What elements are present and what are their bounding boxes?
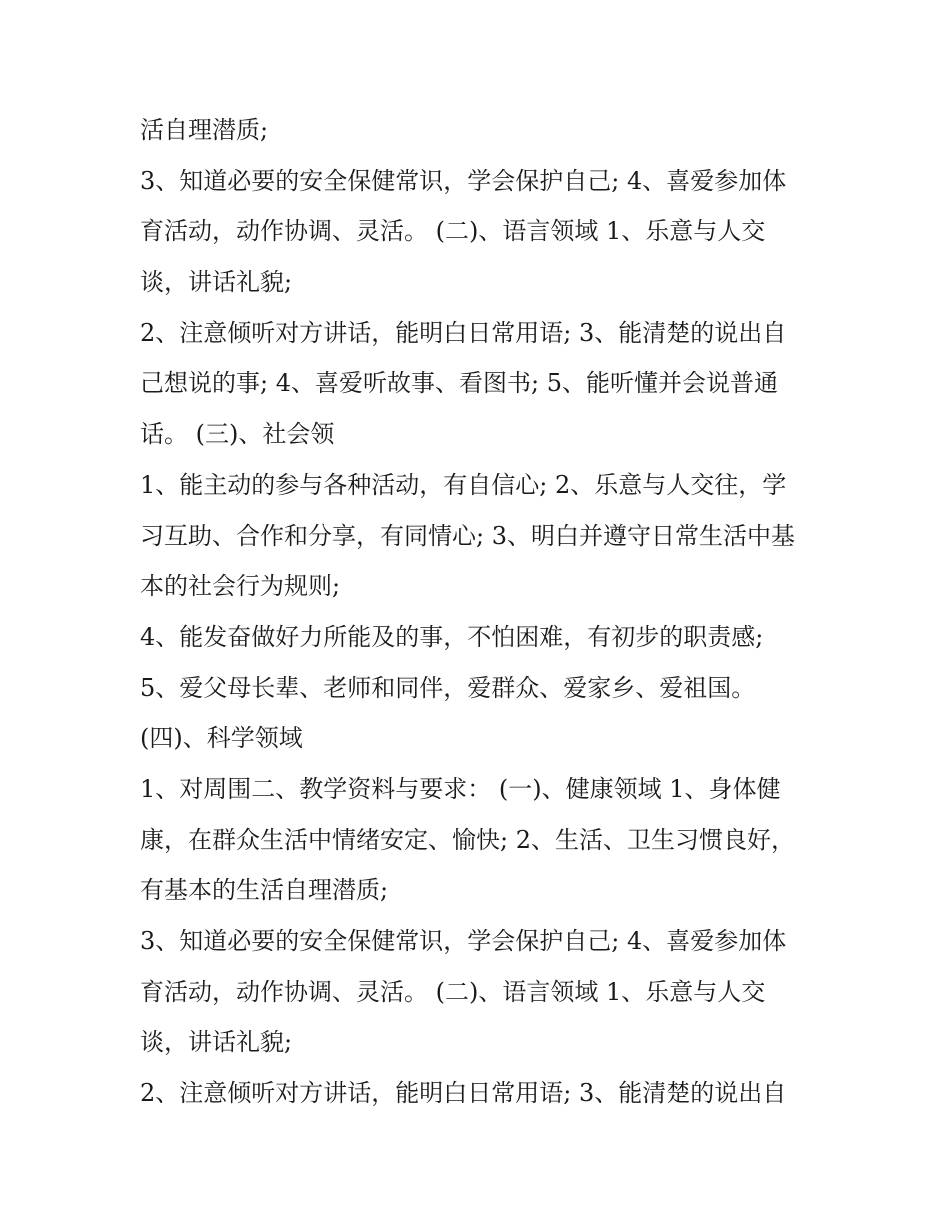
text-line: 习互助、合作和分享，有同情心; 3、明白并遵守日常生活中基	[140, 521, 795, 550]
text-line: 4、能发奋做好力所能及的事，不怕困难，有初步的职责感;	[140, 622, 764, 651]
text-line: 话。 (三)、社会领	[140, 420, 335, 449]
text-line: 己想说的事; 4、喜爱听故事、看图书; 5、能听懂并会说普通	[140, 369, 778, 398]
text-line: (四)、科学领域	[140, 724, 303, 753]
text-line: 2、注意倾听对方讲话，能明白日常用语; 3、能清楚的说出自	[140, 318, 787, 347]
text-line: 本的社会行为规则;	[140, 572, 341, 601]
text-line: 育活动，动作协调、灵活。 (二)、语言领域 1、乐意与人交	[140, 977, 766, 1006]
text-line: 5、爱父母长辈、老师和同伴，爱群众、爱家乡、爱祖国。	[140, 673, 756, 702]
text-line: 谈，讲话礼貌;	[140, 1028, 293, 1057]
text-line: 活自理潜质;	[140, 116, 269, 144]
text-line: 康，在群众生活中情绪安定、愉快; 2、生活、卫生习惯良好，	[140, 825, 795, 854]
text-line: 1、对周围二、教学资料与要求： (一)、健康领域 1、身体健	[140, 774, 781, 803]
text-line: 有基本的生活自理潜质;	[140, 876, 389, 905]
text-line: 1、能主动的参与各种活动，有自信心; 2、乐意与人交往，学	[140, 470, 787, 499]
text-line: 2、注意倾听对方讲话，能明白日常用语; 3、能清楚的说出自	[140, 1079, 787, 1108]
text-line: 谈，讲话礼貌;	[140, 268, 293, 297]
text-line: 育活动，动作协调、灵活。 (二)、语言领域 1、乐意与人交	[140, 217, 766, 246]
text-line: 3、知道必要的安全保健常识，学会保护自己; 4、喜爱参加体	[140, 927, 787, 955]
document-text	[140, 105, 830, 1119]
text-line: 3、知道必要的安全保健常识，学会保护自己; 4、喜爱参加体	[140, 166, 787, 195]
